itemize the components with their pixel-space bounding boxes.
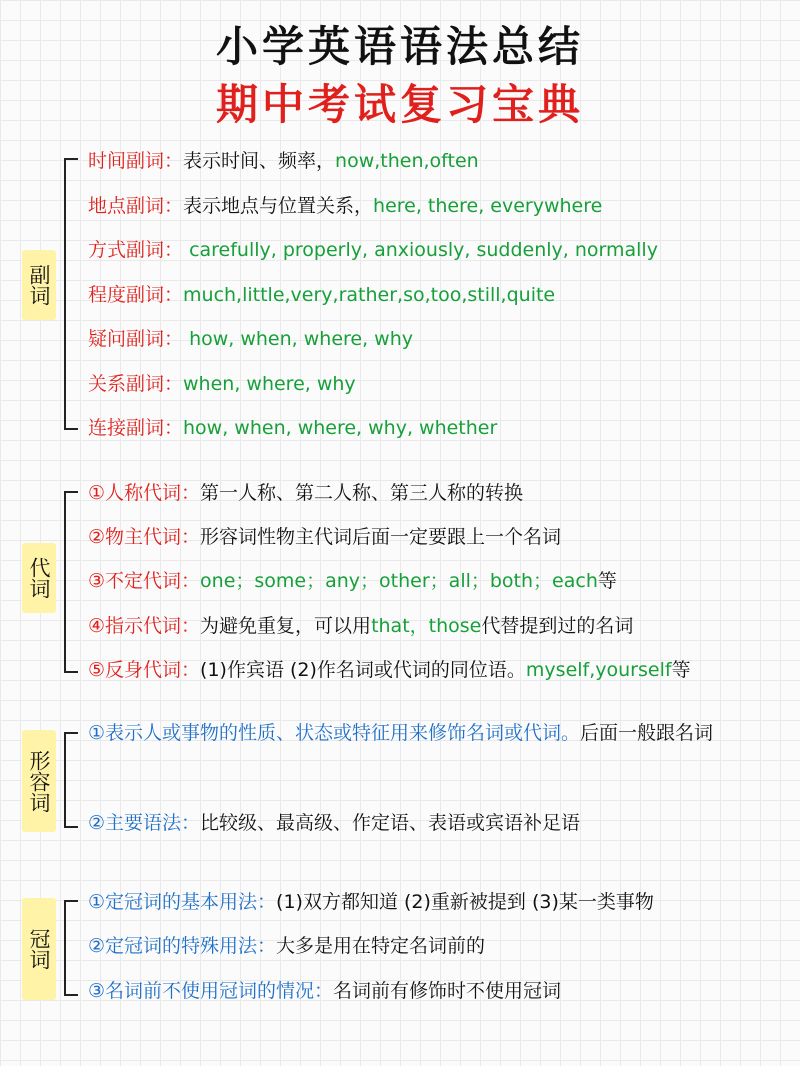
pronoun-row: ③不定代词：one；some；any；other；all；both；each等 [88, 570, 617, 592]
section-label-articles: 冠词 [22, 898, 56, 1000]
title-line1: 小学英语语法总结 [215, 22, 584, 71]
pronoun-row: ⑤反身代词：(1)作宾语 (2)作名词或代词的同位语。myself,yourself等 [88, 659, 691, 681]
adjective-row: ②主要语法：比较级、最高级、作定语、表语或宾语补足语 [88, 812, 581, 834]
bracket-adverbs [64, 158, 78, 430]
bracket-articles [64, 900, 78, 996]
article-row: ③名词前不使用冠词的情况：名词前有修饰时不使用冠词 [88, 980, 562, 1002]
pronoun-row: ②物主代词：形容词性物主代词后面一定要跟上一个名词 [88, 526, 562, 548]
adjective-row: ①表示人或事物的性质、状态或特征用来修饰名词或代词。后面一般跟名词 [88, 722, 714, 744]
adverb-row: 关系副词：when, where, why [88, 373, 356, 395]
pronoun-row: ④指示代词：为避免重复，可以用that，those代替提到过的名词 [88, 615, 634, 637]
adverb-row: 地点副词：表示地点与位置关系，here, there, everywhere [88, 195, 603, 217]
adverb-row: 方式副词： carefully, properly, anxiously, suddenly, normally [88, 239, 658, 261]
article-row: ②定冠词的特殊用法：大多是用在特定名词前的 [88, 935, 486, 957]
pronoun-row: ①人称代词：第一人称、第二人称、第三人称的转换 [88, 482, 524, 504]
title-line2: 期中考试复习宝典 [215, 80, 584, 129]
bracket-adjectives [64, 732, 78, 828]
bracket-pronouns [64, 491, 78, 673]
section-label-adverbs: 副词 [22, 250, 56, 320]
adverb-row: 程度副词：much,little,very,rather,so,too,still,quite [88, 284, 556, 306]
adverb-row: 时间副词：表示时间、频率，now,then,often [88, 150, 479, 172]
section-label-adjectives: 形容词 [22, 730, 56, 832]
article-row: ①定冠词的基本用法：(1)双方都知道 (2)重新被提到 (3)某一类事物 [88, 891, 654, 913]
adverb-row: 连接副词：how, when, where, why, whether [88, 417, 498, 439]
adverb-row: 疑问副词： how, when, where, why [88, 328, 413, 350]
section-label-pronouns: 代词 [22, 543, 56, 613]
